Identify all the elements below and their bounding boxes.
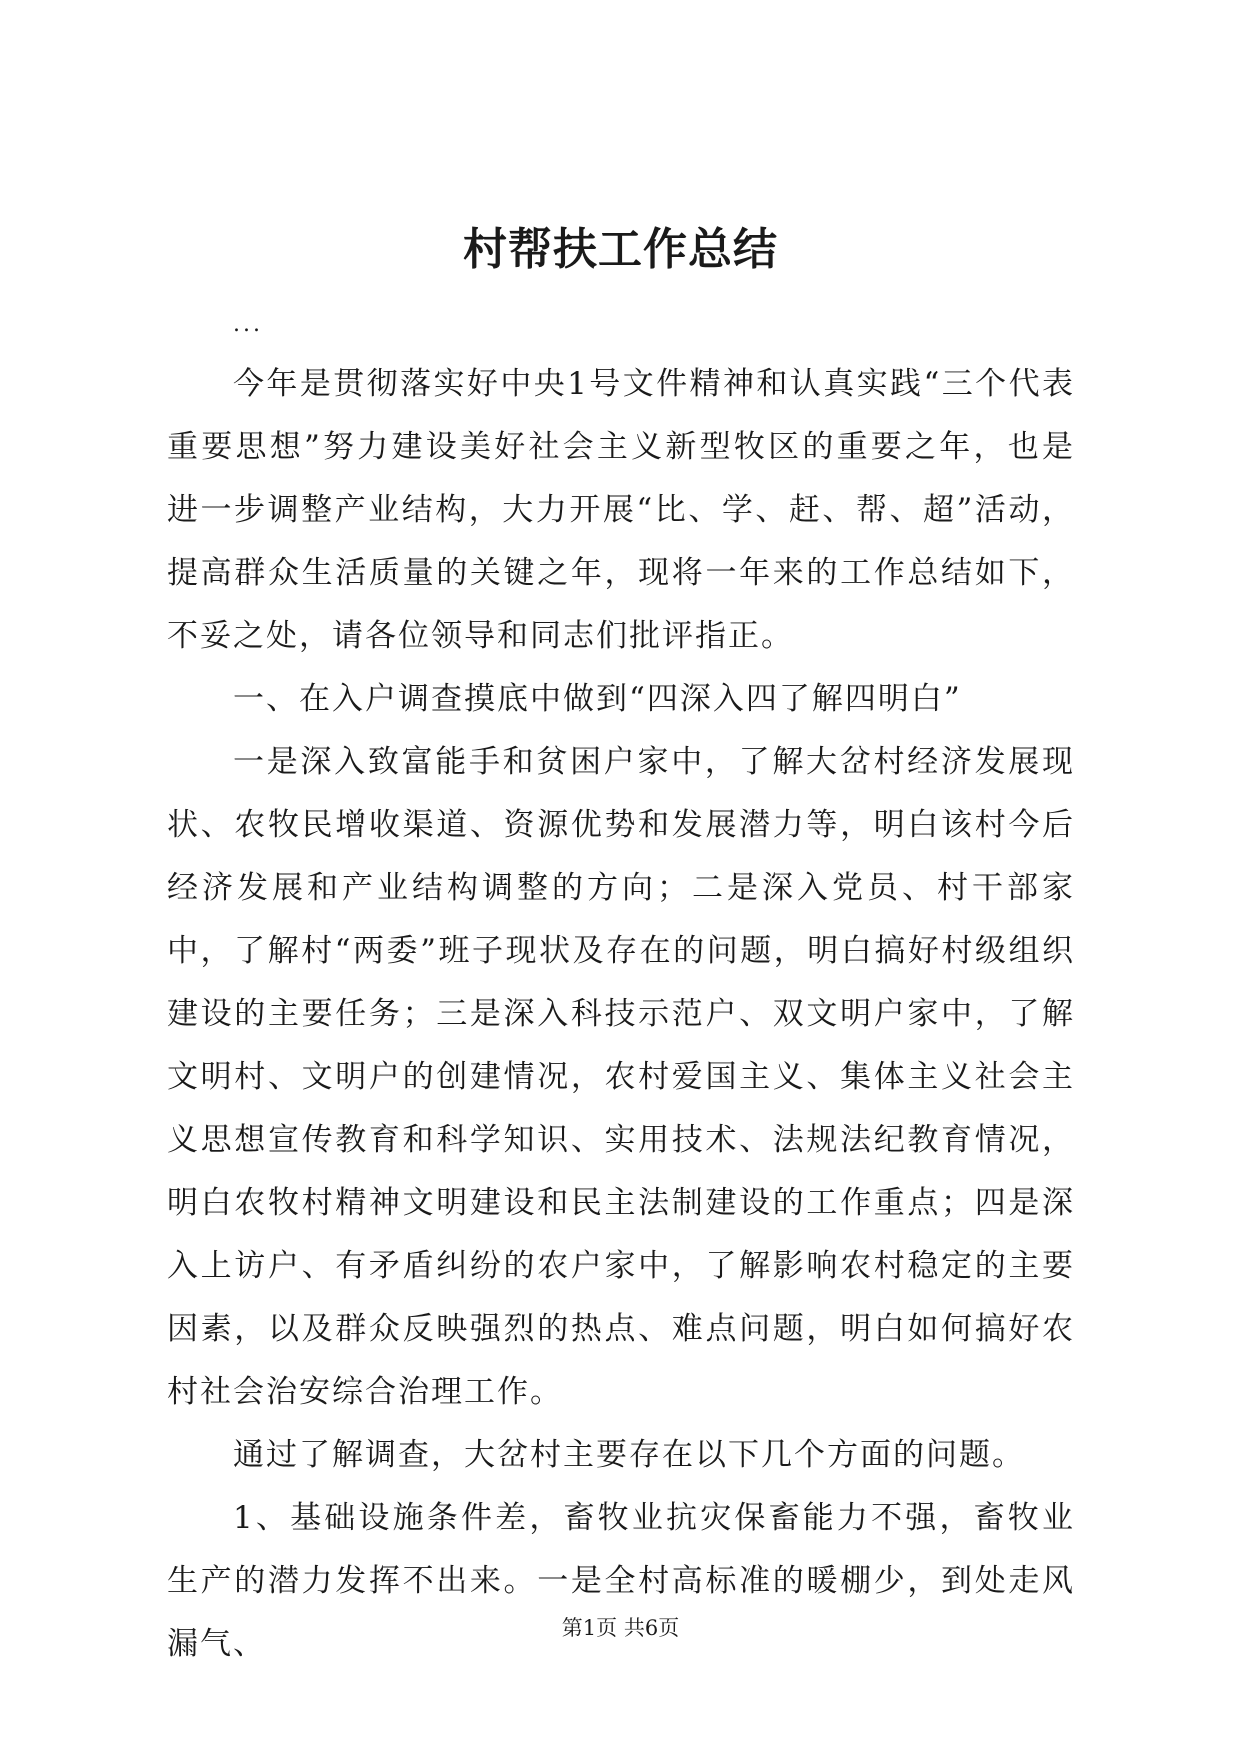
paragraph-four-deep: 一是深入致富能手和贫困户家中，了解大岔村经济发展现状、农牧民增收渠道、资源优势和发展潜力等，明白该村今后经济发展和产业结构调整的方向；二是深入党员、村干部家中，了解村“两委”班子现状及存在的问题，明白搞好村级组织建设的主要任务；三是深入科技示范户、双文明户家中，了解文明村、文明户的创建情况，农村爱国主义、集体主义社会主义思想宣传教育和科学知识、实用技术、法规法纪教育情况，明白农牧村精神文明建设和民主法制建设的工作重点；四是深入上访户、有矛盾纠纷的农户家中，了解影响农村稳定的主要因素，以及群众反映强烈的热点、难点问题，明白如何搞好农村社会治安综合治理工作。 xyxy=(167,744,1075,1410)
document-body xyxy=(167,353,1075,1676)
document-title: 村帮扶工作总结 xyxy=(463,224,778,275)
ellipsis-marker: ... xyxy=(233,312,263,337)
page-footer xyxy=(0,1613,1241,1643)
section-heading-1: 一、在入户调查摸底中做到“四深入四了解四明白” xyxy=(233,681,962,717)
paragraph-problems-intro: 通过了解调查，大岔村主要存在以下几个方面的问题。 xyxy=(233,1437,1025,1473)
paragraph-problem-1: 1、基础设施条件差，畜牧业抗灾保畜能力不强，畜牧业生产的潜力发挥不出来。一是全村高标准的暖棚少，到处走风漏气、 xyxy=(167,1500,1075,1662)
page-number-label: 第1页 共6页 xyxy=(561,1616,680,1640)
paragraph-intro: 今年是贯彻落实好中央1号文件精神和认真实践“三个代表重要思想”努力建设美好社会主义新型牧区的重要之年，也是进一步调整产业结构，大力开展“比、学、赶、帮、超”活动，提高群众生活质量的关键之年，现将一年来的工作总结如下，不妥之处，请各位领导和同志们批评指正。 xyxy=(167,366,1075,654)
